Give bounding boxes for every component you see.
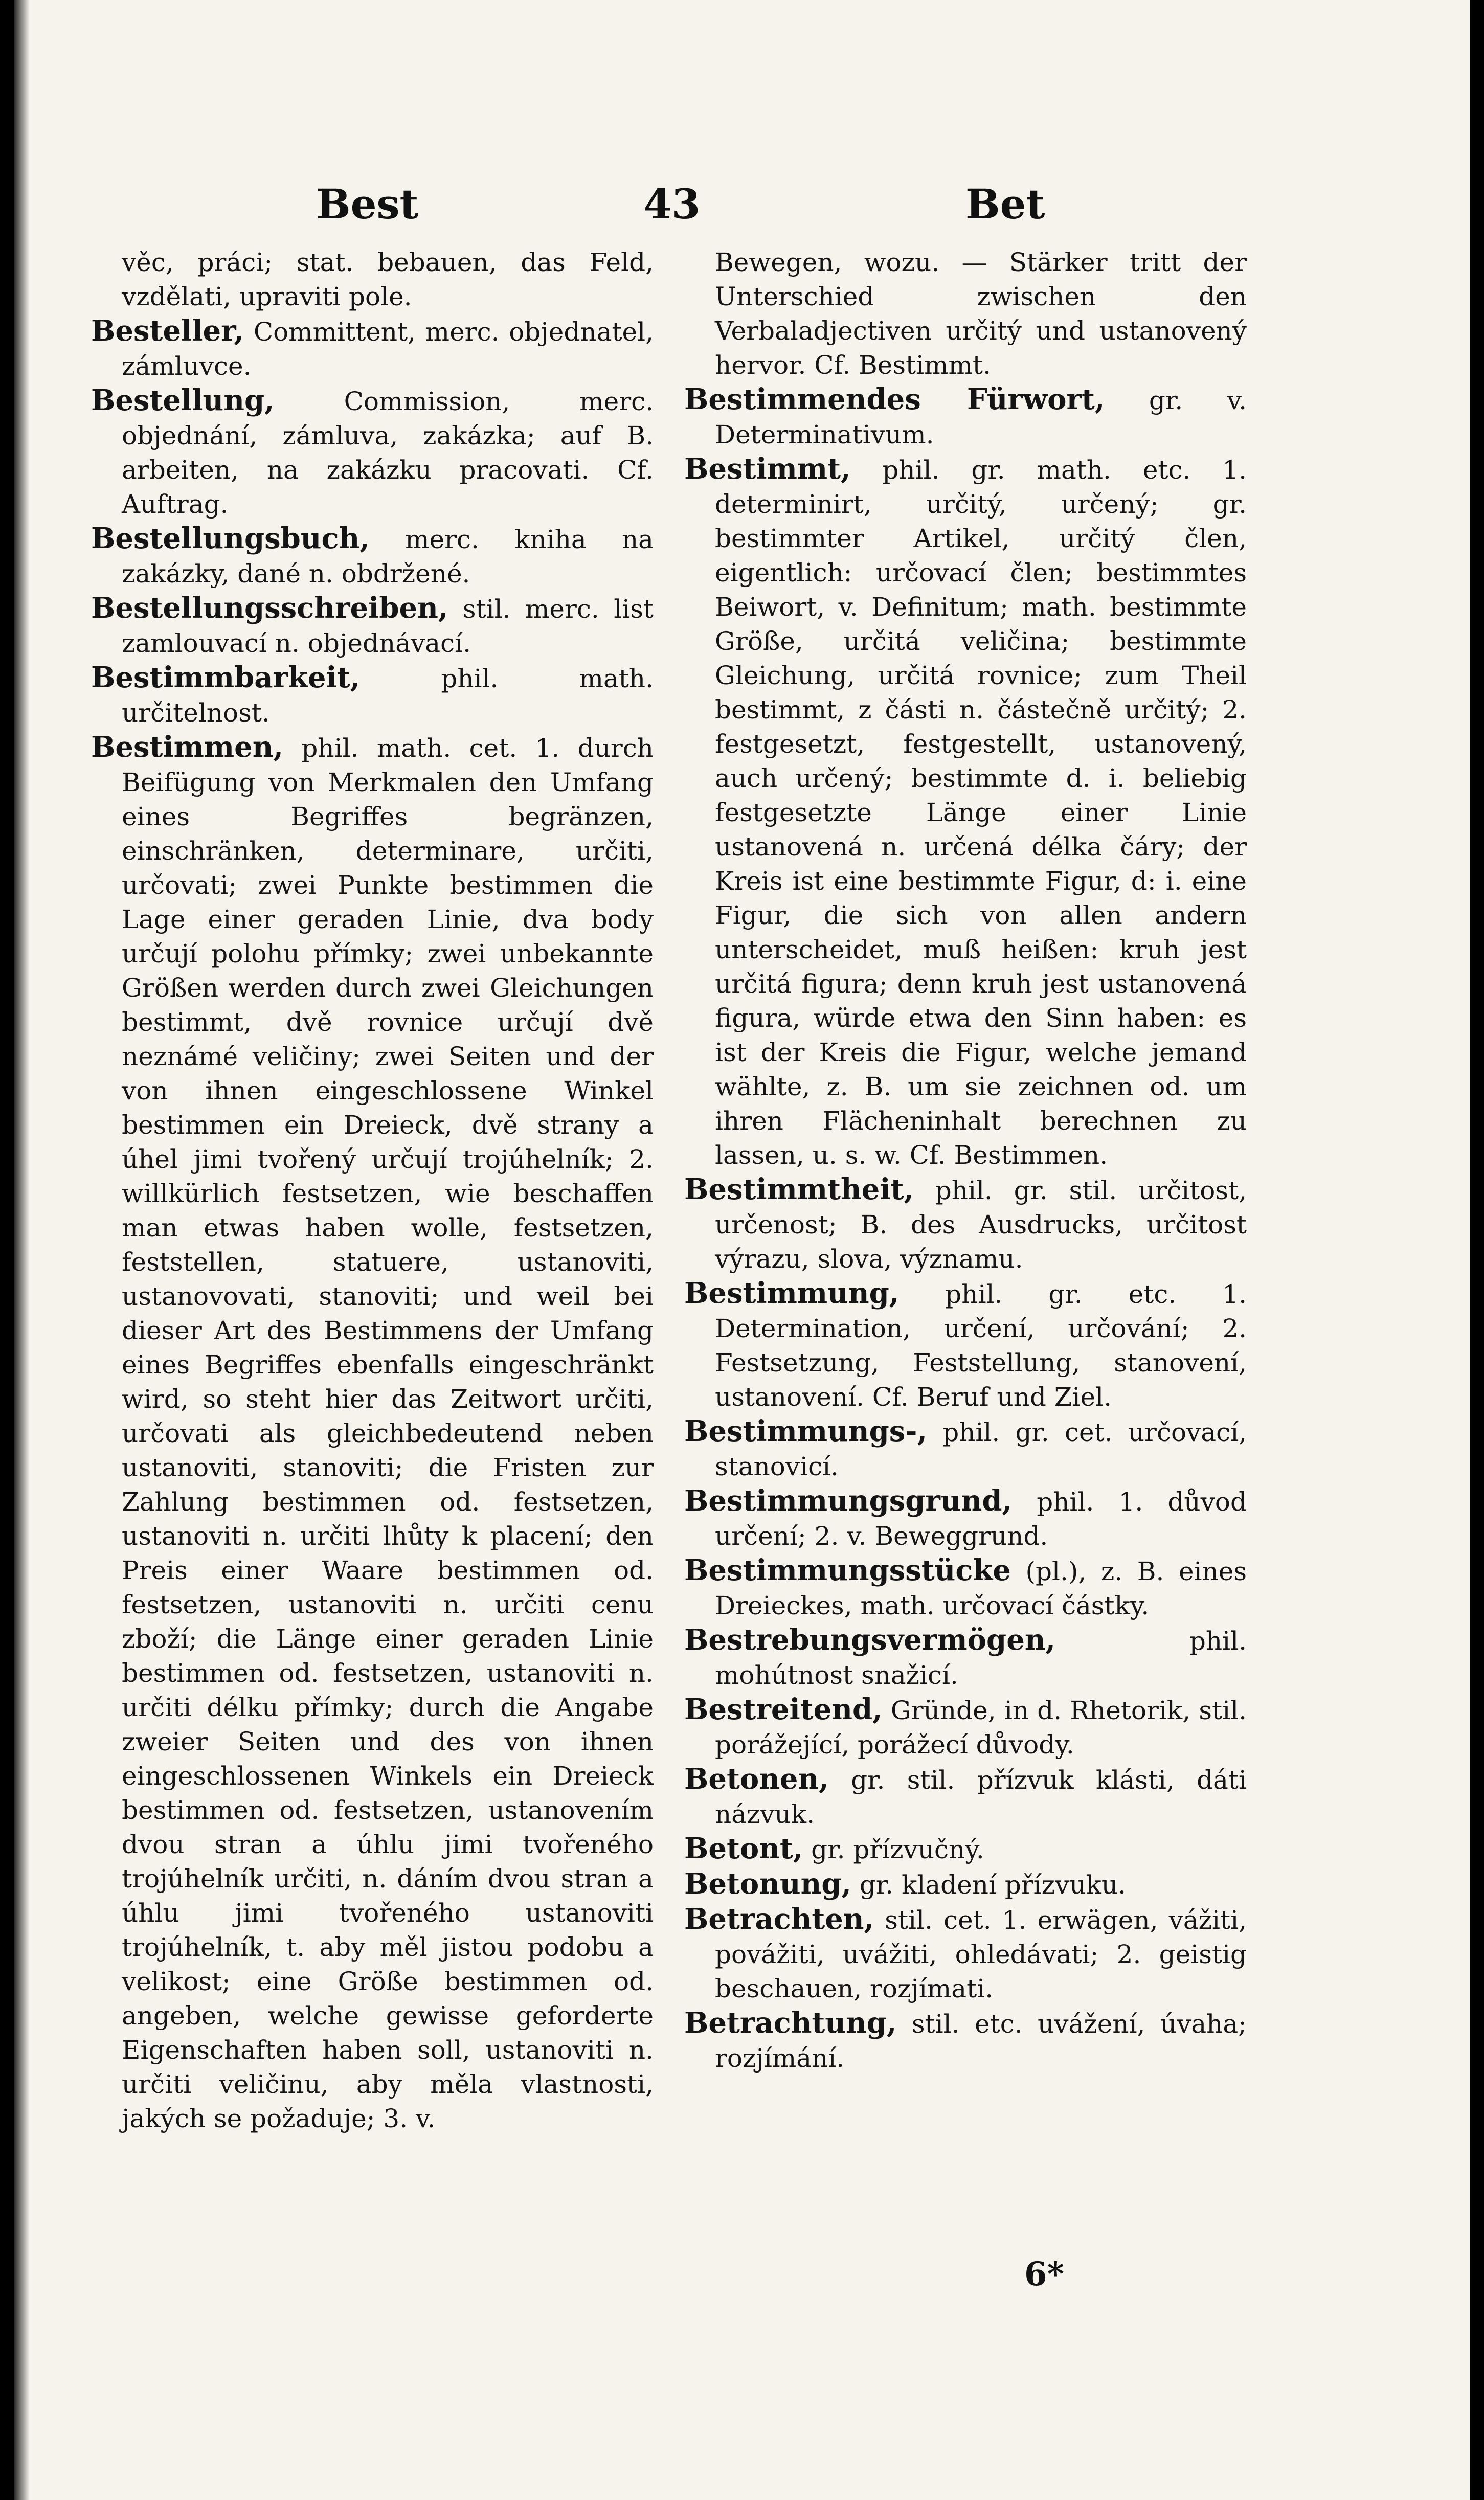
entry-headword: Betonung, [684,1867,851,1901]
entry-headword: Betonen, [684,1762,829,1796]
entry-text: gr. kladení přízvuku. [851,1870,1126,1900]
entry-text: Gründe, in d. Rhetorik, stil. porážející, porážecí důvody. [715,1696,1247,1760]
dictionary-entry [684,1832,1247,1867]
entry-headword: Betrachtung, [684,2006,897,2040]
left-column [91,245,654,2136]
dictionary-entry [91,661,654,730]
page-number: 43 [643,180,701,228]
spine-shadow [14,0,30,2500]
dictionary-entry [91,384,654,522]
entry-headword: Bestimmungsstücke [684,1553,1011,1587]
entry-text: věc, práci; stat. bebauen, das Feld, vzdělati, upraviti pole. [122,247,654,311]
dictionary-entry [684,1276,1247,1414]
dictionary-entry [684,1693,1247,1762]
entry-text: phil. math. určitelnost. [122,664,654,728]
entry-headword: Betont, [684,1832,803,1865]
entry-text: phil. mohútnost snažicí. [715,1626,1247,1690]
entry-headword: Bestimmt, [684,452,851,486]
dictionary-entry [91,314,654,384]
entry-text: gr. přízvučný. [803,1835,984,1864]
entry-text: phil. gr. math. etc. 1. determinirt, určitý, určený; gr. bestimmter Artikel, určitý člen, eigentlich: určovací člen; bestimmtes Beiwort, v. Definitum; math. bestimmte Größe, určitá veličina; bestimmte Gleichung, určitá rovnice; zum Theil bestimmt, z části n. částečně určitý; 2. festgesetzt, festgestellt, ustanovený, auch určený; bestimmte d. i. beliebig festgesetzte Länge einer Linie ustanovená n. určená délka čáry; der Kreis ist eine bestimmte Figur, d: i. eine Figur, die sich von allen andern unterscheidet, muß heißen: kruh jest určitá figura; denn kruh jest ustanovená figura, würde etwa den Sinn haben: es ist der Kreis die Figur, welche jemand wählte, z. B. um sie zeichnen od. um ihren Flächeninhalt berechnen zu lassen, u. s. w. Cf. Bestimmen. [715,455,1247,1170]
entry-text: merc. kniha na zakázky, dané n. obdržené. [122,525,654,589]
entry-headword: Bestrebungsvermögen, [684,1623,1056,1657]
entry-text: stil. etc. uvážení, úvaha; rozjímání. [715,2009,1247,2073]
entry-text: phil. gr. stil. určitost, určenost; B. des Ausdrucks, určitost výrazu, slova, významu. [715,1176,1247,1274]
entry-text: stil. merc. list zamlouvací n. objednávací. [122,594,654,658]
dictionary-entry [684,382,1247,452]
dictionary-entry [91,522,654,591]
dictionary-entry [684,1623,1247,1693]
book-page [14,0,1470,2500]
entry-text: Bewegen, wozu. — Stärker tritt der Unterschied zwischen den Verbaladjectiven určitý und ustanovený hervor. Cf. Bestimmt. [715,247,1247,380]
entry-text: phil. math. cet. 1. durch Beifügung von Merkmalen den Umfang eines Begriffes begränzen, einschränken, determinare, určiti, určovati; zwei Punkte bestimmen die Lage einer geraden Linie, dva body určují polohu přímky; zwei unbekannte Größen werden durch zwei Gleichungen bestimmt, dvě rovnice určují dvě neznámé veličiny; zwei Seiten und der von ihnen eingeschlossene Winkel bestimmen ein Dreieck, dvě strany a úhel jimi tvořený určují trojúhelník; 2. willkürlich festsetzen, wie beschaffen man etwas haben wolle, festsetzen, feststellen, statuere, ustanoviti, ustanovovati, stanoviti; und weil bei dieser Art des Bestimmens der Umfang eines Begriffes ebenfalls eingeschränkt wird, so steht hier das Zeitwort určiti, určovati als gleichbedeutend neben ustanoviti, stanoviti; die Fristen zur Zahlung bestimmen od. festsetzen, ustanoviti n. určiti lhůty k placení; den Preis einer Waare bestimmen od. festsetzen, ustanoviti n. určiti cenu zboží; die Länge einer geraden Linie bestimmen od. festsetzen, ustanoviti n. určiti délku přímky; durch die Angabe zweier Seiten und des von ihnen eingeschlossenen Winkels ein Dreieck bestimmen od. festsetzen, ustanovením dvou stran a úhlu jimi tvořeného trojúhelník určiti, n. dáním dvou stran a úhlu jimi tvořeného ustanoviti trojúhelník, t. aby měl jistou podobu a velikost; eine Größe bestimmen od. angeben, welche gewisse geforderte Eigenschaften haben soll, ustanoviti n. určiti veličinu, aby měla vlastnosti, jakých se požaduje; 3. v. [122,733,654,2133]
dictionary-entry [684,1762,1247,1832]
header-right-guideword: Bet [965,180,1045,228]
dictionary-entry [91,730,654,2136]
dictionary-entry [684,1902,1247,2006]
entry-headword: Bestimmung, [684,1276,900,1310]
header-left-guideword: Best [316,180,419,228]
dictionary-entry [684,1553,1247,1623]
entry-text: stil. cet. 1. erwägen, vážiti, povážiti, uvážiti, ohledávati; 2. geistig beschauen, rozjímati. [715,1905,1247,2003]
entry-text: Committent, merc. objednatel, zámluvce. [122,317,654,381]
dictionary-entry [684,452,1247,1173]
entry-headword: Betrachten, [684,1902,874,1936]
dictionary-entry [91,591,654,661]
entry-headword: Bestimmbarkeit, [91,661,361,694]
dictionary-entry [684,2006,1247,2076]
entry-continuation [91,245,654,314]
entry-headword: Bestimmen, [91,730,283,764]
entry-text: gr. stil. přízvuk klásti, dáti názvuk. [715,1765,1247,1829]
entry-text: phil. gr. etc. 1. Determination, určení, určování; 2. Festsetzung, Feststellung, stanovení, ustanovení. Cf. Beruf und Ziel. [715,1279,1247,1412]
entry-headword: Bestimmendes Fürwort, [684,382,1105,416]
entry-headword: Bestreitend, [684,1693,883,1726]
entry-headword: Bestimmtheit, [684,1173,914,1206]
dictionary-entry [684,1173,1247,1276]
right-column [684,245,1247,2076]
entry-text: phil. 1. důvod určení; 2. v. Beweggrund. [715,1487,1247,1551]
dictionary-entry [684,1484,1247,1553]
entry-text: phil. gr. cet. určovací, stanovicí. [715,1417,1247,1481]
running-head [14,180,1470,241]
entry-headword: Bestellungsschreiben, [91,591,448,625]
entry-headword: Besteller, [91,314,244,348]
signature-mark: 6* [1024,2255,1064,2293]
dictionary-entry [684,1414,1247,1484]
entry-text: Commission, merc. objednání, zámluva, zakázka; auf B. arbeiten, na zakázku pracovati. Cf. Auftrag. [122,387,654,519]
entry-headword: Bestimmungsgrund, [684,1484,1012,1518]
entry-continuation [684,245,1247,382]
entry-text: (pl.), z. B. eines Dreieckes, math. určovací částky. [715,1557,1247,1620]
entry-headword: Bestellung, [91,384,275,417]
entry-headword: Bestimmungs-, [684,1414,927,1448]
dictionary-entry [684,1867,1247,1902]
entry-headword: Bestellungsbuch, [91,522,370,555]
entry-text: gr. v. Determinativum. [715,386,1247,449]
